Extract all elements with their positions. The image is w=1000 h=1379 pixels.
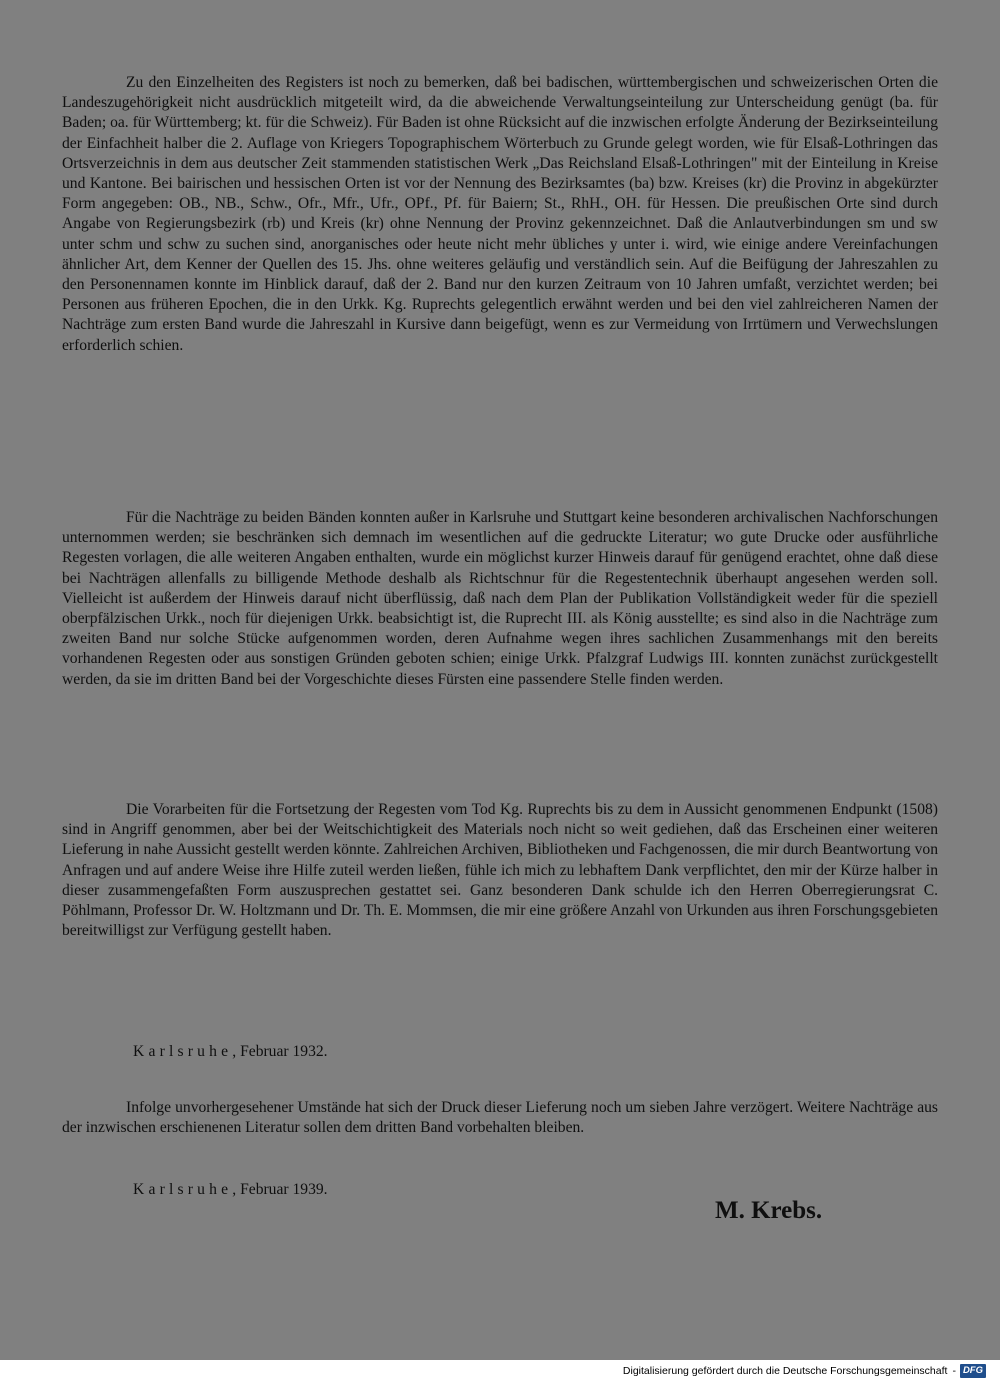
footer-separator: - [952, 1364, 956, 1377]
funding-footer [623, 1362, 986, 1379]
funding-note: Digitalisierung gefördert durch die Deutsche Forschungsgemeinschaft [622, 1364, 948, 1377]
paragraph-register-notes: Zu den Einzelheiten des Registers ist noch zu bemerken, daß bei badischen, württembergischen und schweizerischen Orten die Landeszugehörigkeit nicht ausdrücklich mitgeteilt wird, da die abweichende Verwaltungseinteilung zur Unterscheidung genügt (ba. für Baden; oa. für Württemberg; kt. für die Schweiz). Für Baden ist ohne Rücksicht auf die inzwischen erfolgte Änderung der Bezirkseinteilung der Einfachheit halber die 2. Auflage von Kriegers Topographischem Wörterbuch zu Grunde gelegt worden, wie für Elsaß-Lothringen das Ortsverzeichnis in dem aus deutscher Zeit stammenden statistischen Werk „Das Reichsland Elsaß-Lothringen" mit der Einteilung in Kreise und Kantone. Bei bairischen und hessischen Orten ist vor der Nennung des Bezirksamtes (ba) bzw. Kreises (kr) die Provinz in abgekürzter Form angegeben: OB., NB., Schw., Ofr., Mfr., Ufr., OPf., Pf. für Baiern; St., RhH., OH. für Hessen. Die preußischen Orte sind durch Angabe von Regierungsbezirk (rb) und Kreis (kr) ohne Nennung der Provinz gekennzeichnet. Daß die Anlautverbindungen sm und sw unter schm und schw zu suchen sind, anorganisches oder heute nicht mehr übliches y unter i. wird, wie einige andere Vereinfachungen ähnlicher Art, dem Kenner der Quellen des 15. Jhs. ohne weiteres geläufig und verständlich sein. Auf die Beifügung der Jahreszahlen zu den Personennamen konnte im Hinblick darauf, daß der 2. Band nur den kurzen Zeitraum von 10 Jahren umfaßt, verzichtet werden; bei Personen aus früheren Epochen, die in den Urkk. Kg. Ruprechts gelegentlich erwähnt werden und bei den viel zahlreicheren Namen der Nachträge zum ersten Band wurde die Jahreszahl in Kursive dann beigefügt, wenn es zur Vermeidung von Irrtümern und Verwechslungen erforderlich schien. [62, 74, 938, 354]
paragraph-acknowledgements: Die Vorarbeiten für die Fortsetzung der Regesten vom Tod Kg. Ruprechts bis zu dem in Aussicht genommenen Endpunkt (1508) sind in Angriff genommen, aber bei der Weitschichtigkeit des Materials noch nicht so weit gediehen, daß das Erscheinen einer weiteren Lieferung in nahe Aussicht gestellt werden könnte. Zahlreichen Archiven, Bibliotheken und Fachgenossen, die mir durch Beantwortung von Anfragen und auf andere Weise ihre Hilfe zuteil werden ließen, fühle ich mich zu lebhaftem Dank verpflichtet, den mir der Kürze halber in dieser zusammengefaßten Form auszusprechen gestattet sei. Ganz besonderen Dank schulde ich den Herren Oberregierungsrat C. Pöhlmann, Professor Dr. W. Holtzmann und Dr. Th. E. Mommsen, die mir eine größere Anzahl von Urkunden aus ihren Forschungsgebieten bereitwilligst zur Verfügung gestellt haben. [62, 801, 938, 940]
dateline-1939 [133, 1180, 328, 1200]
dateline-1932 [133, 1042, 328, 1062]
dateline-place: Karlsruhe [133, 1181, 233, 1198]
dateline-date: , Februar 1939. [232, 1181, 328, 1198]
author-signature: M. Krebs. [715, 1197, 823, 1224]
dateline-place: Karlsruhe [133, 1043, 233, 1060]
dfg-logo-icon: DFG [960, 1364, 986, 1378]
dateline-date: , Februar 1932. [232, 1043, 328, 1060]
paragraph-postscript: Infolge unvorhergesehener Umstände hat sich der Druck dieser Lieferung noch um sieben Jahre verzögert. Weitere Nachträge aus der inzwischen erschienenen Literatur sollen dem dritten Band vorbehalten bleiben. [62, 1099, 938, 1137]
paragraph-supplements: Für die Nachträge zu beiden Bänden konnten außer in Karlsruhe und Stuttgart keine besonderen archivalischen Nachforschungen unternommen werden; sie beschränken sich demnach im wesentlichen auf die gedruckte Literatur; wo gute Drucke oder ausführliche Regesten vorlagen, die alle weiteren Angaben enthalten, wurde ein möglichst kurzer Hinweis darauf für genügend erachtet, ohne daß diese bei Nachträgen allenfalls zu billigende Methode deshalb als Richtschnur für die Regestentechnik überhaupt angesehen werden soll. Vielleicht ist außerdem der Hinweis darauf nicht überflüssig, daß nach dem Plan der Publikation Vollständigkeit weder für die speziell oberpfälzischen Urkk., noch für diejenigen Urkk. beabsichtigt ist, die Ruprecht III. als König ausstellte; es sind also in die Nachträge zum zweiten Band nur solche Stücke aufgenommen worden, deren Aufnahme wegen ihres sachlichen Zusammenhangs mit den bereits vorhandenen Regesten oder aus sonstigen Gründen geboten schien; einige Urkk. Pfalzgraf Ludwigs III. konnten zunächst zurückgestellt werden, da sie im dritten Band bei der Vorgeschichte dieses Fürsten eine passendere Stelle finden werden. [62, 509, 938, 688]
